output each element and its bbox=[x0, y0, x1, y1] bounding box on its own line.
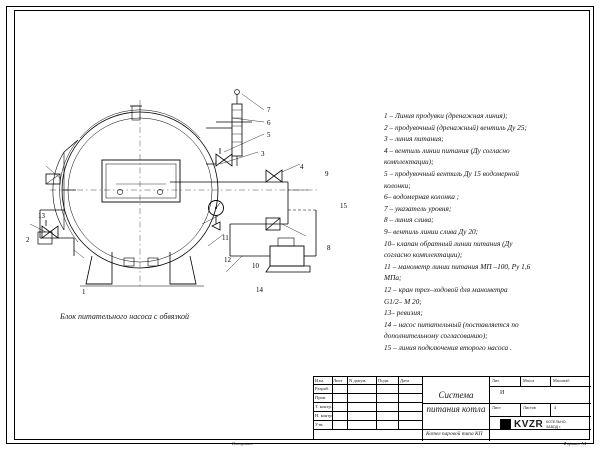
legend-item: 10– клапан обратный линии питания (Ду bbox=[384, 238, 513, 248]
tb-title-line1: Система bbox=[438, 390, 474, 400]
tb-col-ndokum: N докум. bbox=[349, 378, 367, 383]
tb-role-razrab: Разраб. bbox=[315, 386, 330, 391]
tb-scale-label: Масштаб bbox=[553, 378, 570, 383]
tb-col-data: Дата bbox=[400, 378, 410, 383]
legend-item: дополнительному согласованию); bbox=[384, 331, 488, 341]
legend-item: 4 – вентиль линии питания (Ду согласно bbox=[384, 145, 510, 155]
format-label: Формат А4 bbox=[563, 441, 586, 446]
tb-lit-label: Лит. bbox=[492, 378, 500, 383]
callout-9: 9 bbox=[325, 170, 329, 178]
legend-item: 5 – продувочный вентиль Ду 15 водомерной bbox=[384, 168, 519, 178]
tb-sheet-label: Лист bbox=[492, 405, 501, 410]
callout-8: 8 bbox=[327, 244, 331, 252]
callout-7: 7 bbox=[267, 106, 271, 114]
logo-mark bbox=[500, 419, 511, 430]
tb-mass-label: Масса bbox=[523, 378, 535, 383]
legend-item: согласно комплектации); bbox=[384, 250, 463, 260]
legend-item: 13– ревизия; bbox=[384, 308, 423, 318]
feed-pump bbox=[270, 246, 304, 266]
tb-sheets-label: Листов bbox=[523, 405, 536, 410]
tb-subtitle: Котел паровой типа КП bbox=[426, 431, 483, 437]
tb-sheet-value: 4 bbox=[554, 405, 557, 410]
drawing-caption: Блок питательного насоса с обвязкой bbox=[60, 312, 190, 321]
callout-5: 5 bbox=[267, 131, 271, 139]
callout-14: 14 bbox=[256, 286, 263, 294]
company-name-line1: КОТЕЛЬНО- bbox=[546, 420, 567, 424]
callout-4: 4 bbox=[300, 163, 304, 171]
legend-item: G1/2– М 20; bbox=[384, 296, 422, 306]
callout-6: 6 bbox=[267, 119, 271, 127]
tb-lit-value: И bbox=[500, 390, 505, 396]
company-name-line2: ЗАВОД г. bbox=[546, 425, 561, 429]
tb-role-nkontr: Н. контр. bbox=[315, 413, 333, 418]
callout-13: 13 bbox=[38, 212, 45, 220]
legend-item: 3 – линия питания; bbox=[384, 134, 444, 144]
tb-col-izm: Изм. bbox=[315, 378, 325, 383]
kopirovka-label: Копировал bbox=[232, 441, 253, 446]
legend-item: 15 – линия подключения второго насоса . bbox=[384, 342, 512, 352]
tb-col-list: Лист bbox=[333, 378, 343, 383]
company-logo bbox=[514, 419, 543, 430]
legend-item: МПа; bbox=[384, 273, 402, 283]
legend-item: 2 – продувочный (дренажный) вентиль Ду 25; bbox=[384, 122, 527, 132]
tb-role-utv: Утв. bbox=[315, 422, 324, 427]
legend-item: 12 – кран трех–ходовой для манометра bbox=[384, 284, 508, 294]
tb-role-tkontr: Т. контр. bbox=[315, 404, 332, 409]
boiler-feed-system-drawing bbox=[20, 60, 400, 390]
legend-item: 9– вентиль линии слива Ду 20; bbox=[384, 226, 479, 236]
callout-12: 12 bbox=[224, 256, 231, 264]
callout-1: 1 bbox=[82, 288, 86, 296]
water-column bbox=[232, 104, 242, 156]
legend-item: 14 – насос питательный (поставляется по bbox=[384, 319, 519, 329]
callout-15: 15 bbox=[340, 202, 347, 210]
callout-10: 10 bbox=[252, 262, 259, 270]
company-logo-text: KVZR bbox=[514, 419, 544, 430]
legend-item: 6– водомерная колонка ; bbox=[384, 192, 460, 202]
legend-item: 11 – манометр линии питания МП –100, Ру 1,6 bbox=[384, 261, 531, 271]
tb-title-line2: питания котла bbox=[426, 404, 486, 414]
callout-2: 2 bbox=[26, 236, 30, 244]
legend-list bbox=[384, 110, 590, 353]
callout-3: 3 bbox=[261, 150, 265, 158]
legend-item: 1 – Линия продувки (дренажная линия); bbox=[384, 111, 508, 120]
legend-item: колонки; bbox=[384, 180, 411, 190]
legend-item: 8 – линия слива; bbox=[384, 215, 434, 225]
legend-item: 7 – указатель уровня; bbox=[384, 203, 452, 213]
title-block bbox=[313, 376, 590, 440]
tb-col-podp: Подп. bbox=[378, 378, 390, 383]
callout-11: 11 bbox=[222, 234, 229, 242]
tb-role-prov: Пров. bbox=[315, 395, 327, 400]
legend-item: комплектации); bbox=[384, 157, 434, 167]
